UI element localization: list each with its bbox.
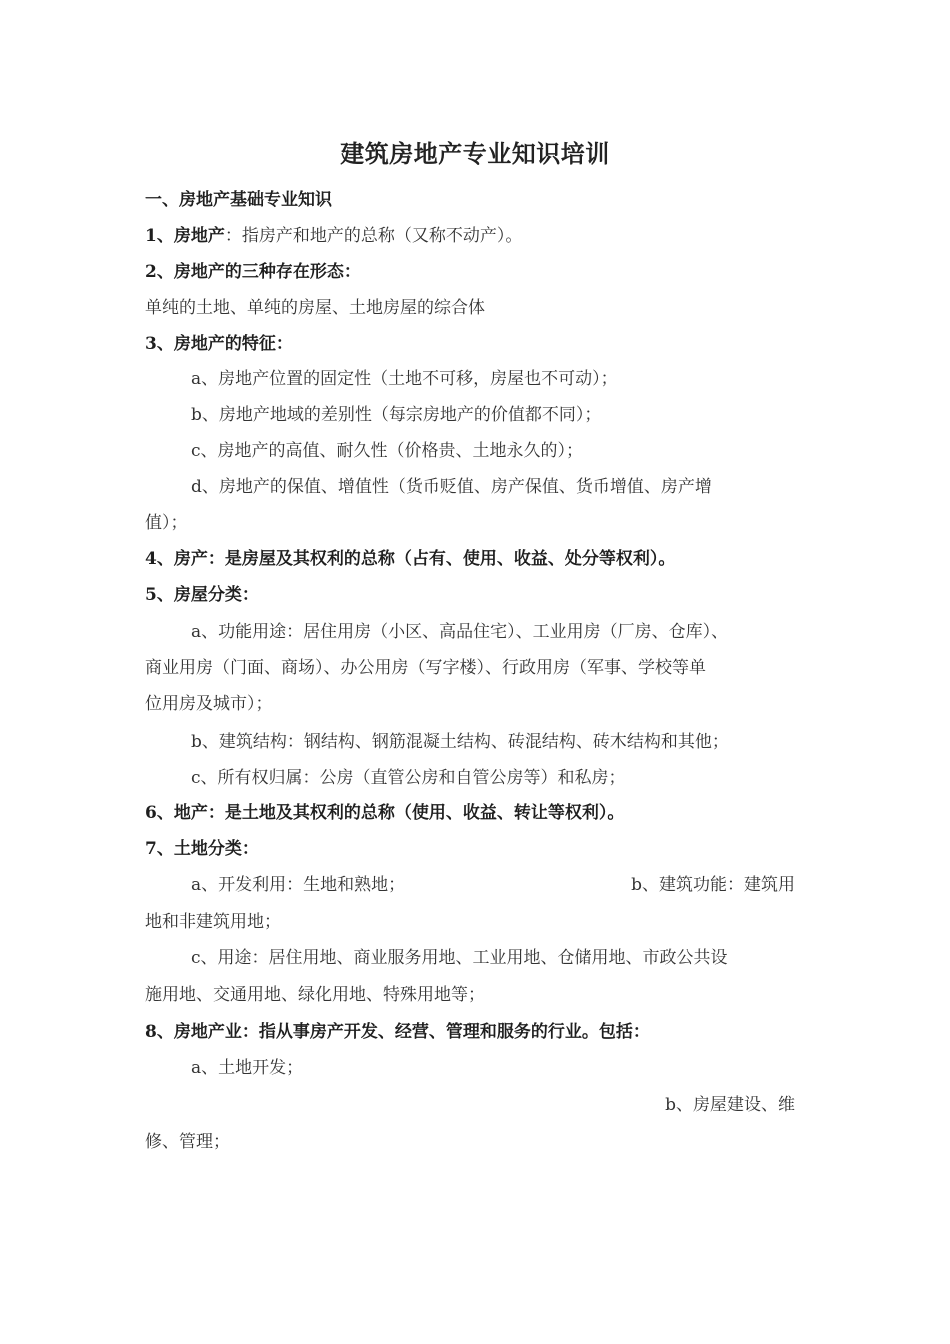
item-8-b-cont: 修、管理； <box>145 1132 230 1152</box>
item-7-c-cont: 施用地、交通用地、绿化用地、特殊用地等； <box>145 985 485 1005</box>
item-5-c: c、所有权归属：公房（直管公房和自管公房等）和私房； <box>191 768 626 788</box>
document-title: 建筑房地产专业知识培训 <box>340 139 610 168</box>
item-7-a: a、开发利用：生地和熟地； <box>191 875 406 895</box>
item-6: 6、地产：是土地及其权利的总称（使用、收益、转让等权利）。 <box>145 803 625 823</box>
item-8-head: 8、房地产业：指从事房产开发、经营、管理和服务的行业。包括： <box>145 1022 650 1042</box>
item-8-a: a、土地开发； <box>191 1058 304 1078</box>
item-3-d-cont: 值）； <box>145 513 188 533</box>
item-3-b: b、房地产地域的差别性（每宗房地产的价值都不同）； <box>191 405 602 425</box>
item-5-a: a、功能用途：居住用房（小区、高品住宅）、工业用房（厂房、仓库）、 <box>191 622 729 642</box>
item-7-head: 7、土地分类： <box>145 839 259 859</box>
item-2-head: 2、房地产的三种存在形态： <box>145 262 361 282</box>
item-7-b-cont: 地和非建筑用地； <box>145 912 281 932</box>
item-5-head: 5、房屋分类： <box>145 585 259 605</box>
item-3-d: d、房地产的保值、增值性（货币贬值、房产保值、货币增值、房产增 <box>191 477 712 497</box>
item-5-b: b、建筑结构：钢结构、钢筋混凝土结构、砖混结构、砖木结构和其他； <box>191 732 729 752</box>
item-7-c: c、用途：居住用地、商业服务用地、工业用地、仓储用地、市政公共设 <box>191 948 728 968</box>
item-5-a-cont2: 位用房及城市）； <box>145 694 273 714</box>
item-1-head: 1、房地产 <box>145 226 225 246</box>
section-heading: 一、房地产基础专业知识 <box>145 190 332 210</box>
item-3-a: a、房地产位置的固定性（土地不可移，房屋也不可动）； <box>191 369 618 389</box>
item-3-c: c、房地产的高值、耐久性（价格贵、土地永久的）； <box>191 441 584 461</box>
item-7-b: b、建筑功能：建筑用 <box>631 875 795 895</box>
item-8-b: b、房屋建设、维 <box>665 1095 795 1115</box>
item-1-body: ：指房产和地产的总称（又称不动产）。 <box>224 226 523 246</box>
item-4: 4、房产：是房屋及其权利的总称（占有、使用、收益、处分等权利）。 <box>145 549 676 569</box>
item-3-head: 3、房地产的特征： <box>145 334 293 354</box>
item-2-body: 单纯的土地、单纯的房屋、土地房屋的综合体 <box>145 298 485 318</box>
item-5-a-cont1: 商业用房（门面、商场）、办公用房（写字楼）、行政用房（军事、学校等单 <box>145 658 706 678</box>
item-1 <box>145 224 522 248</box>
